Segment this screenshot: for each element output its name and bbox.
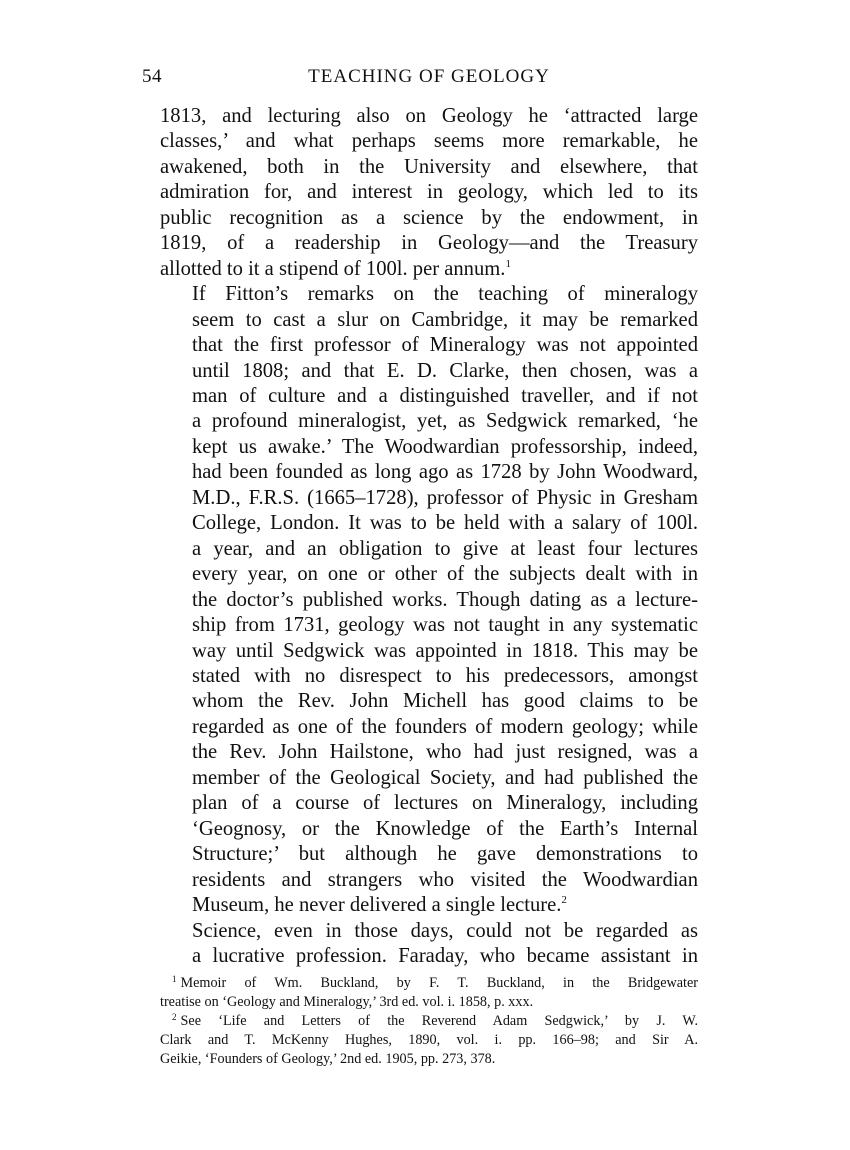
text-line: a year, and an obligation to give at least four lectures <box>192 537 698 560</box>
text-line: whom the Rev. John Michell has good claims to be <box>192 690 698 713</box>
paragraph-2 <box>160 282 698 918</box>
footnote-mark: 2 <box>172 1011 177 1022</box>
text-line: admiration for, and interest in geology, which led to its <box>160 181 698 204</box>
text-line-with-note <box>160 257 698 282</box>
footnote-text: See ‘Life and Letters of the Reverend Adam Sedgwick,’ by J. W. <box>180 1013 698 1030</box>
text-line: Science, even in those days, could not be regarded as <box>192 919 698 942</box>
book-page <box>142 62 698 1069</box>
text-line: the doctor’s published works. Though dating as a lecture- <box>192 588 698 611</box>
text-line-with-note <box>160 893 698 918</box>
text-line: regarded as one of the founders of modern geology; while <box>192 715 698 738</box>
text-line: the Rev. John Hailstone, who had just resigned, was a <box>192 741 698 764</box>
text-line: had been founded as long ago as 1728 by John Woodward, <box>192 461 698 484</box>
footnote-line: Geikie, ‘Founders of Geology,’ 2nd ed. 1905, pp. 273, 378. <box>160 1051 496 1068</box>
text-line: until 1808; and that E. D. Clarke, then chosen, was a <box>192 359 698 382</box>
text-line: College, London. It was to be held with a salary of 100l. <box>192 512 698 535</box>
footnote-2 <box>160 1012 698 1069</box>
text-line: seem to cast a slur on Cambridge, it may be remarked <box>192 308 698 331</box>
page-number: 54 <box>142 66 162 87</box>
text-line: way until Sedgwick was appointed in 1818. This may be <box>192 639 698 662</box>
text-line: allotted to it a stipend of 100l. per annum. <box>160 257 506 280</box>
text-line: M.D., F.R.S. (1665–1728), professor of Physic in Gresham <box>192 486 698 509</box>
text-line: stated with no disrespect to his predecessors, amongst <box>192 664 698 687</box>
text-line: Structure;’ but although he gave demonstrations to <box>192 843 698 866</box>
footnote-reference-1: 1 <box>505 257 511 270</box>
text-line: plan of a course of lectures on Mineralogy, including <box>192 792 698 815</box>
text-line: Museum, he never delivered a single lecture. <box>192 894 562 917</box>
paragraph-3 <box>160 919 698 970</box>
footnote-line-with-mark <box>160 1012 698 1031</box>
text-line: a lucrative profession. Faraday, who became assistant in <box>192 944 698 967</box>
text-line: kept us awake.’ The Woodwardian professorship, indeed, <box>192 435 698 458</box>
text-line: member of the Geological Society, and had published the <box>192 766 698 789</box>
footnote-line: Clark and T. McKenny Hughes, 1890, vol. i. pp. 166–98; and Sir A. <box>160 1032 698 1049</box>
footnote-text: Memoir of Wm. Buckland, by F. T. Buckland, in the Bridgewater <box>180 975 698 992</box>
running-head <box>142 62 698 92</box>
text-line: a profound mineralogist, yet, as Sedgwick remarked, ‘he <box>192 410 698 433</box>
paragraph-1 <box>160 104 698 282</box>
text-line: residents and strangers who visited the Woodwardian <box>192 868 698 891</box>
footnote-line: treatise on ‘Geology and Mineralogy,’ 3rd ed. vol. i. 1858, p. xxx. <box>160 994 534 1011</box>
text-line: 1813, and lecturing also on Geology he ‘attracted large <box>160 105 698 127</box>
text-line: man of culture and a distinguished traveller, and if not <box>192 384 698 407</box>
text-line: public recognition as a science by the endowment, in <box>160 206 698 229</box>
footnote-mark: 1 <box>172 973 177 984</box>
body-text <box>160 104 698 969</box>
text-line: ‘Geognosy, or the Knowledge of the Earth’s Internal <box>192 817 698 840</box>
footnote-reference-2: 2 <box>561 894 567 907</box>
footnotes <box>160 974 698 1069</box>
text-line: awakened, both in the University and elsewhere, that <box>160 155 698 178</box>
text-line: that the first professor of Mineralogy was not appointed <box>192 334 698 357</box>
text-line: every year, on one or other of the subjects dealt with in <box>192 563 698 586</box>
text-line: classes,’ and what perhaps seems more remarkable, he <box>160 130 698 153</box>
text-line: If Fitton’s remarks on the teaching of mineralogy <box>192 283 698 306</box>
text-line: 1819, of a readership in Geology—and the Treasury <box>160 232 698 255</box>
running-title: TEACHING OF GEOLOGY <box>308 66 550 87</box>
footnote-1 <box>160 974 698 1012</box>
footnote-line-with-mark <box>160 974 698 993</box>
text-line: ship from 1731, geology was not taught in any systematic <box>192 614 698 637</box>
